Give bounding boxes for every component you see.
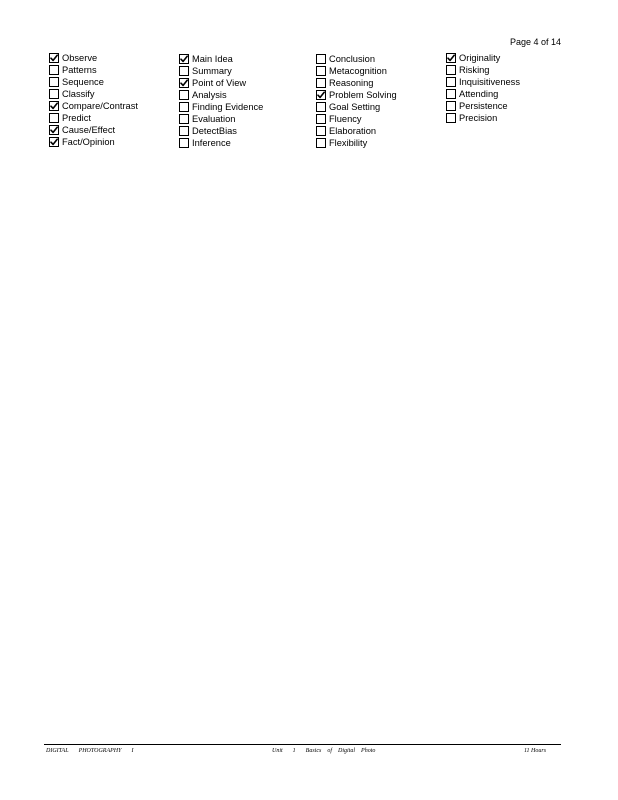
skill-label: Finding Evidence bbox=[192, 102, 264, 112]
skill-option[interactable] bbox=[316, 77, 397, 89]
checkbox[interactable] bbox=[316, 138, 326, 148]
skill-label: DetectBias bbox=[192, 126, 237, 136]
checkbox[interactable] bbox=[49, 89, 59, 99]
skills-column-4 bbox=[446, 52, 520, 124]
footer-hours: 11 Hours bbox=[524, 748, 547, 754]
skill-label: Inquisitiveness bbox=[459, 77, 520, 87]
checkbox[interactable] bbox=[316, 54, 326, 64]
skill-option[interactable] bbox=[49, 88, 138, 100]
checkbox[interactable] bbox=[179, 138, 189, 148]
checked-checkbox[interactable] bbox=[49, 137, 59, 147]
skill-label: Cause/Effect bbox=[62, 125, 116, 135]
skill-label: Main Idea bbox=[192, 54, 233, 64]
skill-label: Evaluation bbox=[192, 114, 236, 124]
skill-label: Flexibility bbox=[329, 138, 368, 148]
skill-option[interactable] bbox=[446, 112, 520, 124]
footer-unit-word: Photo bbox=[361, 748, 376, 754]
skill-option[interactable] bbox=[446, 64, 520, 76]
skill-label: Attending bbox=[459, 89, 499, 99]
checkbox[interactable] bbox=[179, 90, 189, 100]
checkbox[interactable] bbox=[316, 66, 326, 76]
footer-course bbox=[46, 748, 133, 754]
skill-option[interactable] bbox=[179, 137, 263, 149]
skills-column-1 bbox=[49, 52, 138, 148]
skill-option[interactable] bbox=[179, 65, 263, 77]
checked-checkbox[interactable] bbox=[446, 53, 456, 63]
skill-option[interactable] bbox=[179, 101, 263, 113]
checkmark-icon bbox=[180, 79, 188, 87]
skill-option[interactable] bbox=[49, 52, 138, 64]
checkmark-icon bbox=[50, 54, 58, 62]
checkmark-icon bbox=[447, 54, 455, 62]
checkbox[interactable] bbox=[179, 126, 189, 136]
skill-label: Fact/Opinion bbox=[62, 137, 115, 147]
skill-option[interactable] bbox=[179, 89, 263, 101]
footer-unit-number: 1 bbox=[292, 748, 296, 754]
skill-option[interactable] bbox=[179, 77, 263, 89]
skill-label: Fluency bbox=[329, 114, 362, 124]
footer-course-level: I bbox=[131, 748, 134, 754]
checkbox[interactable] bbox=[446, 89, 456, 99]
skill-label: Point of View bbox=[192, 78, 247, 88]
skill-option[interactable] bbox=[316, 89, 397, 101]
skill-label: Classify bbox=[62, 89, 95, 99]
skill-label: Risking bbox=[459, 65, 490, 75]
skill-option[interactable] bbox=[316, 125, 397, 137]
skills-column-2 bbox=[179, 53, 263, 149]
skill-option[interactable] bbox=[49, 136, 138, 148]
footer-unit bbox=[272, 748, 375, 754]
checkbox[interactable] bbox=[446, 113, 456, 123]
skill-label: Precision bbox=[459, 113, 498, 123]
skill-option[interactable] bbox=[446, 88, 520, 100]
footer-course-word: DIGITAL bbox=[46, 748, 69, 754]
checkbox[interactable] bbox=[49, 65, 59, 75]
footer-unit-word: of bbox=[327, 748, 333, 754]
skill-label: Inference bbox=[192, 138, 231, 148]
skill-label: Compare/Contrast bbox=[62, 101, 138, 111]
skill-option[interactable] bbox=[49, 100, 138, 112]
checked-checkbox[interactable] bbox=[179, 78, 189, 88]
skill-option[interactable] bbox=[446, 76, 520, 88]
skill-option[interactable] bbox=[446, 100, 520, 112]
checkmark-icon bbox=[50, 126, 58, 134]
skill-option[interactable] bbox=[179, 125, 263, 137]
checkmark-icon bbox=[50, 138, 58, 146]
footer-course-word: PHOTOGRAPHY bbox=[78, 748, 122, 754]
skill-option[interactable] bbox=[316, 137, 397, 149]
skill-label: Metacognition bbox=[329, 66, 387, 76]
skills-column-3 bbox=[316, 53, 397, 149]
skill-label: Conclusion bbox=[329, 54, 375, 64]
skill-label: Elaboration bbox=[329, 126, 377, 136]
footer-unit-word: Digital bbox=[338, 748, 356, 754]
skill-label: Observe bbox=[62, 53, 98, 63]
footer-divider bbox=[44, 744, 561, 745]
checkbox[interactable] bbox=[49, 77, 59, 87]
checkbox[interactable] bbox=[179, 102, 189, 112]
checkbox[interactable] bbox=[316, 114, 326, 124]
checked-checkbox[interactable] bbox=[49, 125, 59, 135]
checkmark-icon bbox=[180, 55, 188, 63]
skill-label: Reasoning bbox=[329, 78, 374, 88]
skill-label: Sequence bbox=[62, 77, 104, 87]
skill-option[interactable] bbox=[316, 113, 397, 125]
checked-checkbox[interactable] bbox=[49, 53, 59, 63]
skill-option[interactable] bbox=[179, 53, 263, 65]
skill-label: Problem Solving bbox=[329, 90, 397, 100]
skill-label: Patterns bbox=[62, 65, 97, 75]
skill-label: Originality bbox=[459, 53, 501, 63]
checkbox[interactable] bbox=[49, 113, 59, 123]
skill-option[interactable] bbox=[49, 64, 138, 76]
footer-unit-word: Basics bbox=[305, 748, 322, 754]
skill-option[interactable] bbox=[179, 113, 263, 125]
skill-option[interactable] bbox=[316, 101, 397, 113]
checkbox[interactable] bbox=[316, 102, 326, 112]
checked-checkbox[interactable] bbox=[316, 90, 326, 100]
checked-checkbox[interactable] bbox=[179, 54, 189, 64]
skill-option[interactable] bbox=[49, 124, 138, 136]
skill-label: Goal Setting bbox=[329, 102, 381, 112]
footer-unit-word: Unit bbox=[272, 748, 283, 754]
skill-label: Summary bbox=[192, 66, 232, 76]
skill-label: Persistence bbox=[459, 101, 508, 111]
checkbox[interactable] bbox=[179, 66, 189, 76]
skill-option[interactable] bbox=[316, 65, 397, 77]
checkbox[interactable] bbox=[316, 78, 326, 88]
checked-checkbox[interactable] bbox=[49, 101, 59, 111]
skill-option[interactable] bbox=[49, 112, 138, 124]
checkbox[interactable] bbox=[446, 77, 456, 87]
skill-label: Predict bbox=[62, 113, 91, 123]
skill-option[interactable] bbox=[446, 52, 520, 64]
skill-option[interactable] bbox=[316, 53, 397, 65]
checkbox[interactable] bbox=[446, 65, 456, 75]
checkbox[interactable] bbox=[446, 101, 456, 111]
checkmark-icon bbox=[50, 102, 58, 110]
checkbox[interactable] bbox=[316, 126, 326, 136]
page-number: Page 4 of 14 bbox=[510, 37, 562, 47]
skill-label: Analysis bbox=[192, 90, 227, 100]
checkbox[interactable] bbox=[179, 114, 189, 124]
checkmark-icon bbox=[317, 91, 325, 99]
skill-option[interactable] bbox=[49, 76, 138, 88]
